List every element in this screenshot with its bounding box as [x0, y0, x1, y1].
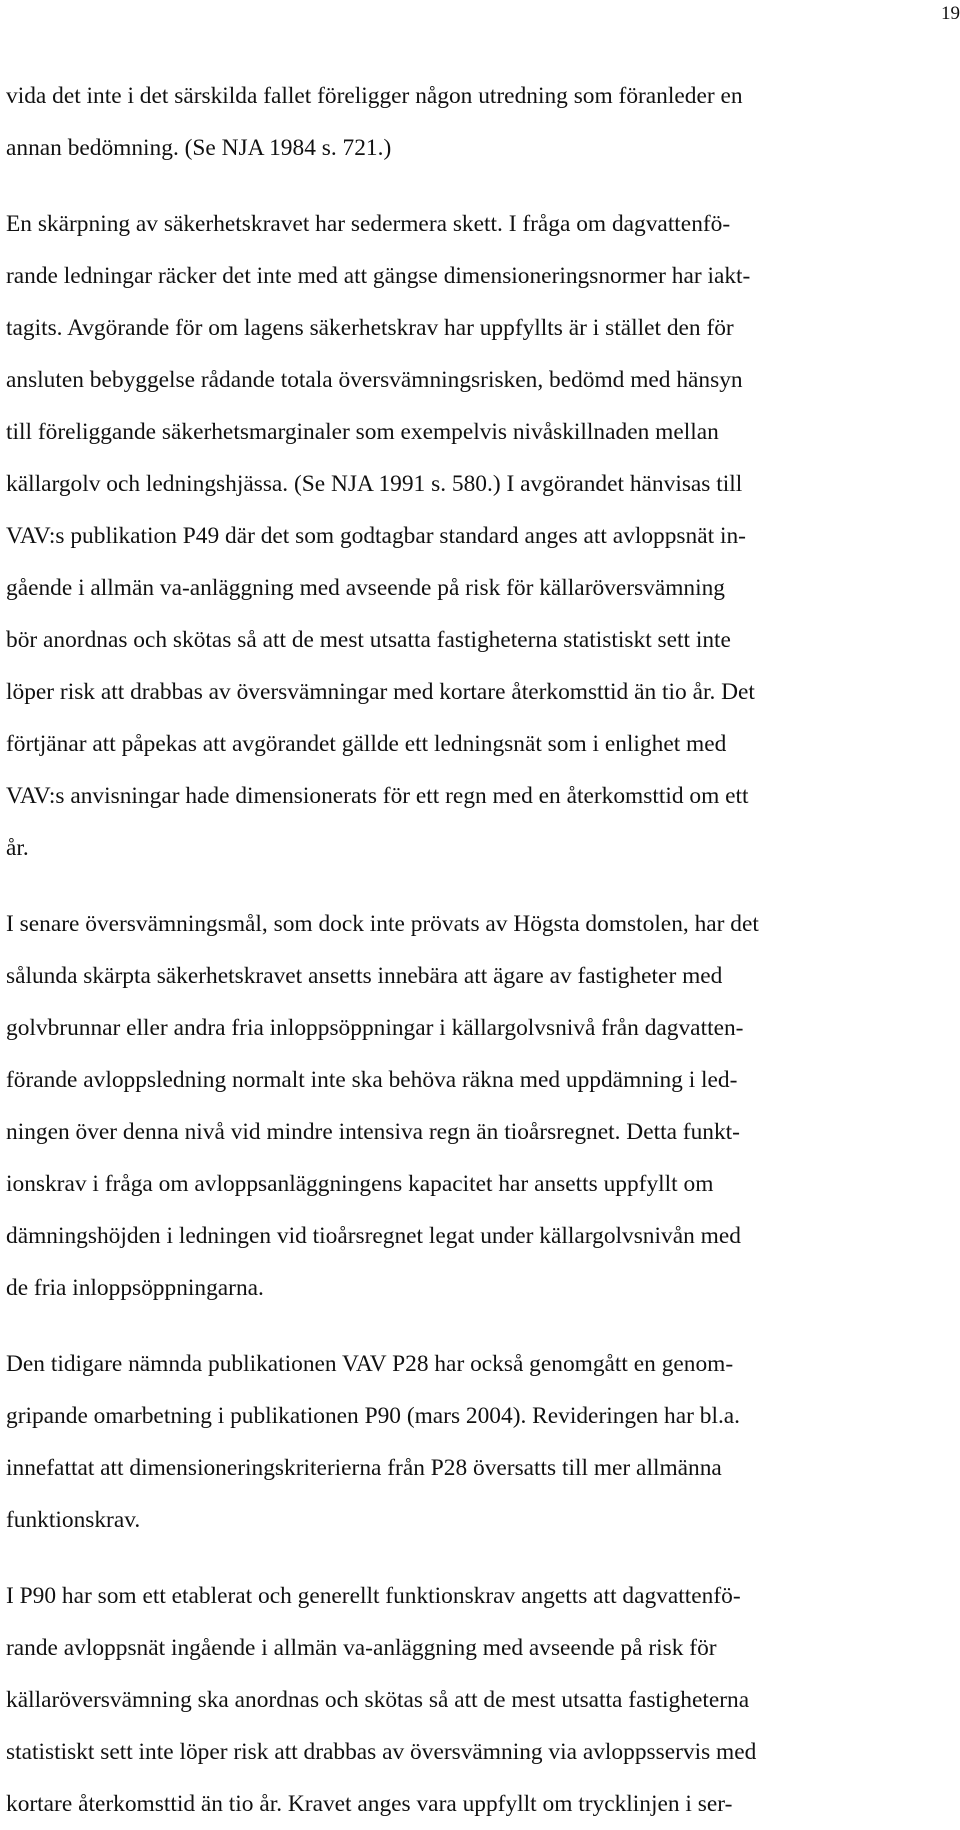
text-line: till föreliggande säkerhetsmarginaler som exempelvis nivåskillnaden mellan [6, 419, 719, 445]
paragraph [6, 198, 951, 874]
text-line: år. [6, 835, 29, 861]
text-line: Den tidigare nämnda publikationen VAV P28 har också genomgått en genom- [6, 1351, 734, 1377]
text-line: rande avloppsnät ingående i allmän va-anläggning med avseende på risk för [6, 1635, 717, 1661]
text-line: förtjänar att påpekas att avgörandet gällde ett ledningsnät som i enlighet med [6, 731, 727, 757]
text-line: sålunda skärpta säkerhetskravet ansetts innebära att ägare av fastigheter med [6, 963, 723, 989]
text-line: ionskrav i fråga om avloppsanläggningens kapacitet har ansetts uppfyllt om [6, 1171, 714, 1197]
text-line: källaröversvämning ska anordnas och skötas så att de mest utsatta fastigheterna [6, 1687, 750, 1713]
text-line: innefattat att dimensioneringskriterierna från P28 översatts till mer allmänna [6, 1455, 722, 1481]
text-line: ansluten bebyggelse rådande totala översvämningsrisken, bedömd med hänsyn [6, 367, 743, 393]
text-line: vida det inte i det särskilda fallet föreligger någon utredning som föranleder en [6, 83, 743, 109]
paragraph [6, 1338, 951, 1546]
text-line: källargolv och ledningshjässa. (Se NJA 1991 s. 580.) I avgörandet hänvisas till [6, 471, 743, 497]
text-line: tagits. Avgörande för om lagens säkerhetskrav har uppfyllts är i stället den för [6, 315, 734, 341]
text-line: de fria inloppsöppningarna. [6, 1275, 264, 1301]
text-line: löper risk att drabbas av översvämningar med kortare återkomsttid än tio år. Det [6, 679, 755, 705]
paragraph [6, 1570, 951, 1830]
paragraph [6, 70, 951, 174]
text-line: gående i allmän va-anläggning med avseende på risk för källaröversvämning [6, 575, 725, 601]
text-line: ningen över denna nivå vid mindre intensiva regn än tioårsregnet. Detta funkt- [6, 1119, 740, 1145]
text-line: I P90 har som ett etablerat och generellt funktionskrav angetts att dagvattenfö- [6, 1583, 741, 1609]
text-line: dämningshöjden i ledningen vid tioårsregnet legat under källargolvsnivån med [6, 1223, 741, 1249]
text-line: I senare översvämningsmål, som dock inte prövats av Högsta domstolen, har det [6, 911, 759, 937]
page-number: 19 [941, 3, 960, 24]
text-line: rande ledningar räcker det inte med att gängse dimensioneringsnormer har iakt- [6, 263, 751, 289]
text-line: annan bedömning. (Se NJA 1984 s. 721.) [6, 135, 392, 161]
text-line: bör anordnas och skötas så att de mest utsatta fastigheterna statistiskt sett inte [6, 627, 731, 653]
text-line: funktionskrav. [6, 1507, 141, 1533]
text-line: En skärpning av säkerhetskravet har sedermera skett. I fråga om dagvattenfö- [6, 211, 731, 237]
text-line: förande avloppsledning normalt inte ska behöva räkna med uppdämning i led- [6, 1067, 738, 1093]
text-line: golvbrunnar eller andra fria inloppsöppningar i källargolvsnivå från dagvatten- [6, 1015, 744, 1041]
text-line: gripande omarbetning i publikationen P90 (mars 2004). Revideringen har bl.a. [6, 1403, 741, 1429]
document-body [6, 70, 951, 1830]
text-line: statistiskt sett inte löper risk att drabbas av översvämning via avloppsservis med [6, 1739, 757, 1765]
text-line: VAV:s publikation P49 där det som godtagbar standard anges att avloppsnät in- [6, 523, 746, 549]
paragraph [6, 898, 951, 1314]
text-line: VAV:s anvisningar hade dimensionerats för ett regn med en återkomsttid om ett [6, 783, 749, 809]
text-line: kortare återkomsttid än tio år. Kravet anges vara uppfyllt om trycklinjen i ser- [6, 1791, 733, 1817]
